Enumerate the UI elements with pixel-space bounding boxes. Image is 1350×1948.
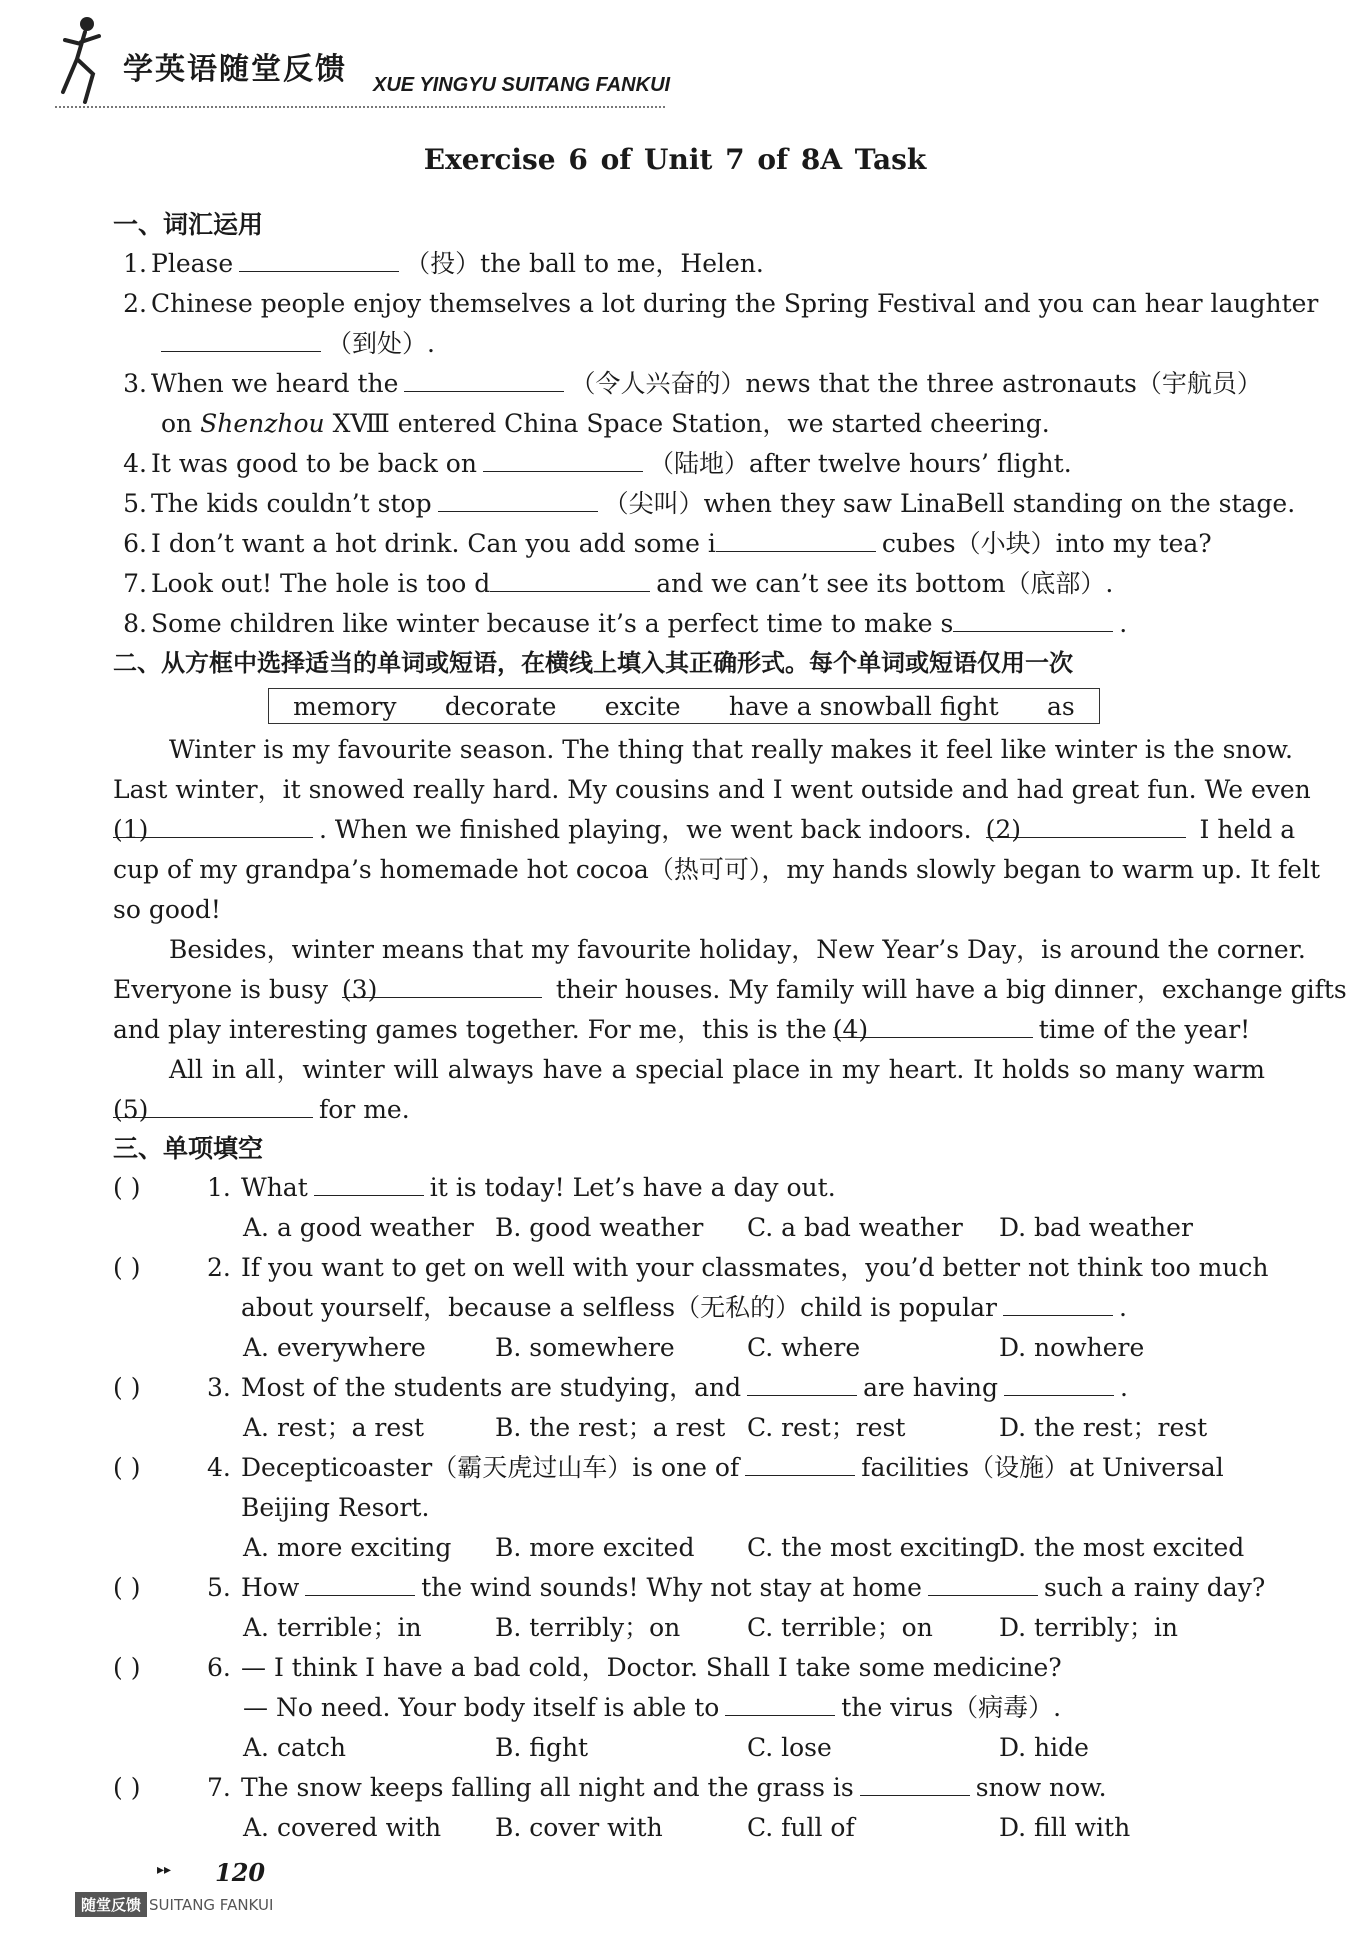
answer-blank[interactable] xyxy=(314,1168,424,1196)
word-bank-box xyxy=(268,688,1100,724)
answer-blank-4[interactable]: (4) xyxy=(833,1010,1033,1038)
answer-blank[interactable] xyxy=(716,524,876,552)
passage-line: (1) . When we finished playing，we went back indoors. (2) I held a xyxy=(113,810,1265,850)
passage-line: Everyone is busy (3) their houses. My family will have a big dinner，exchange gifts xyxy=(113,970,1265,1010)
answer-blank[interactable] xyxy=(953,604,1113,632)
option[interactable]: D. bad weather xyxy=(999,1213,1193,1242)
option[interactable]: D. terribly；in xyxy=(999,1613,1179,1642)
option[interactable]: C. a bad weather xyxy=(747,1213,963,1242)
answer-blank[interactable] xyxy=(860,1768,970,1796)
option[interactable]: D. nowhere xyxy=(999,1333,1145,1362)
vocab-q1: 1. Please （投）the ball to me，Helen. xyxy=(113,244,1265,284)
mc-q3-options xyxy=(113,1408,1265,1448)
section-1-heading: 一、词汇运用 xyxy=(113,210,264,239)
option[interactable]: A. terrible；in xyxy=(243,1613,422,1642)
vocab-q2-cont: （到处）. xyxy=(113,324,1265,364)
passage-line: Besides，winter means that my favourite holiday，New Year’s Day，is around the corner. xyxy=(169,935,1306,964)
vocab-q2: 2. Chinese people enjoy themselves a lot during the Spring Festival and you can hear laughter xyxy=(123,289,1319,318)
option[interactable]: A. more exciting xyxy=(243,1533,452,1562)
vocab-q3-cont: on Shenzhou XⅧ entered China Space Station，we started cheering. xyxy=(161,409,1050,438)
option[interactable]: B. fight xyxy=(495,1733,589,1762)
answer-blank[interactable] xyxy=(305,1568,415,1596)
mc-q7: ( ) 7. The snow keeps falling all night and the grass is snow now. xyxy=(113,1768,1265,1808)
option[interactable]: A. everywhere xyxy=(243,1333,426,1362)
passage-line: Winter is my favourite season. The thing that really makes it feel like winter is the snow. xyxy=(169,735,1293,764)
answer-blank[interactable] xyxy=(747,1368,857,1396)
mc-q6-cont: — No need. Your body itself is able to the virus（病毒）. xyxy=(113,1688,1265,1728)
page-number: 120 xyxy=(215,1858,266,1887)
answer-blank[interactable] xyxy=(239,244,399,272)
footer-brand-chinese: 随堂反馈 xyxy=(75,1892,147,1917)
word-bank-item: decorate xyxy=(444,691,557,721)
answer-blank-3[interactable]: (3) xyxy=(342,970,542,998)
mc-q2-cont: about yourself，because a selfless（无私的）child is popular . xyxy=(113,1288,1265,1328)
option[interactable]: C. lose xyxy=(747,1733,832,1762)
answer-bracket[interactable]: ( ) xyxy=(113,1773,141,1802)
passage-line: All in all，winter will always have a special place in my heart. It holds so many warm xyxy=(169,1055,1265,1084)
word-bank-item: excite xyxy=(604,691,681,721)
option[interactable]: A. rest；a rest xyxy=(243,1413,425,1442)
mc-q6-options xyxy=(113,1728,1265,1768)
page-footer xyxy=(75,1858,475,1918)
option[interactable]: C. the most exciting xyxy=(747,1533,1001,1562)
mc-q3: ( ) 3. Most of the students are studying，and are having . xyxy=(113,1368,1265,1408)
header-divider xyxy=(55,106,665,108)
mc-q4-options xyxy=(113,1528,1265,1568)
mc-q2-options xyxy=(113,1328,1265,1368)
vocab-q3: 3. When we heard the （令人兴奋的）news that the three astronauts（宇航员） xyxy=(113,364,1265,404)
option[interactable]: B. the rest；a rest xyxy=(495,1413,726,1442)
passage-line: so good! xyxy=(113,895,221,924)
word-bank-item: memory xyxy=(293,691,397,721)
word-bank-item: as xyxy=(1047,691,1075,721)
answer-blank[interactable] xyxy=(490,564,650,592)
vocab-q4: 4. It was good to be back on （陆地）after twelve hours’ flight. xyxy=(113,444,1265,484)
option[interactable]: B. somewhere xyxy=(495,1333,675,1362)
double-arrow-icon: ▸▸ xyxy=(157,1862,172,1878)
answer-bracket[interactable]: ( ) xyxy=(113,1253,141,1282)
answer-blank[interactable] xyxy=(1004,1368,1114,1396)
passage-line: cup of my grandpa’s homemade hot cocoa（热可可），my hands slowly began to warm up. It felt xyxy=(113,855,1321,884)
answer-blank-5[interactable]: (5) xyxy=(113,1090,313,1118)
answer-bracket[interactable]: ( ) xyxy=(113,1453,141,1482)
vocab-q8: 8. Some children like winter because it’s a perfect time to make s . xyxy=(113,604,1265,644)
mc-q5-options xyxy=(113,1608,1265,1648)
answer-blank[interactable] xyxy=(483,444,643,472)
footer-brand-english: SUITANG FANKUI xyxy=(149,1895,274,1914)
section-2-heading: 二、从方框中选择适当的单词或短语，在横线上填入其正确形式。每个单词或短语仅用一次 xyxy=(113,649,1073,677)
page-title: Exercise 6 of Unit 7 of 8A Task xyxy=(423,143,927,176)
answer-blank[interactable] xyxy=(725,1688,835,1716)
vocab-q5: 5. The kids couldn’t stop （尖叫）when they saw LinaBell standing on the stage. xyxy=(113,484,1265,524)
worksheet-body xyxy=(113,206,1347,1848)
answer-blank[interactable] xyxy=(1003,1288,1113,1316)
answer-blank-1[interactable]: (1) xyxy=(113,810,313,838)
mc-q5: ( ) 5. How the wind sounds! Why not stay at home such a rainy day? xyxy=(113,1568,1265,1608)
option[interactable]: D. the rest；rest xyxy=(999,1413,1208,1442)
vocab-q6: 6. I don’t want a hot drink. Can you add some i cubes（小块）into my tea? xyxy=(113,524,1265,564)
option[interactable]: A. catch xyxy=(243,1733,347,1762)
answer-blank-2[interactable]: (2) xyxy=(986,810,1186,838)
header-brand-chinese: 学英语随堂反馈 xyxy=(123,52,347,87)
section-3-heading: 三、单项填空 xyxy=(113,1134,264,1163)
answer-blank[interactable] xyxy=(438,484,598,512)
running-figure-logo-icon xyxy=(55,14,115,104)
word-bank-item: have a snowball fight xyxy=(728,691,999,721)
mc-q7-options xyxy=(113,1808,1265,1848)
option[interactable]: C. terrible；on xyxy=(747,1613,933,1642)
passage-line: (5) for me. xyxy=(113,1090,1265,1130)
answer-bracket[interactable]: ( ) xyxy=(113,1653,141,1682)
passage-line: Last winter，it snowed really hard. My cousins and I went outside and had great fun. We even xyxy=(113,775,1311,804)
footer-brand xyxy=(75,1892,273,1917)
mc-q1-options xyxy=(113,1208,1265,1248)
option[interactable]: B. terribly；on xyxy=(495,1613,681,1642)
vocab-q7: 7. Look out! The hole is too d and we can’t see its bottom（底部）. xyxy=(113,564,1265,604)
option[interactable]: B. cover with xyxy=(495,1813,663,1842)
option[interactable]: A. a good weather xyxy=(243,1213,474,1242)
answer-blank[interactable] xyxy=(404,364,564,392)
page-header xyxy=(55,14,675,110)
header-brand-english: XUE YINGYU SUITANG FANKUI xyxy=(373,74,671,96)
option[interactable]: A. covered with xyxy=(243,1813,442,1842)
mc-q1: ( ) 1. What it is today! Let’s have a day out. xyxy=(113,1168,1265,1208)
option[interactable]: C. rest；rest xyxy=(747,1413,906,1442)
option[interactable]: B. more excited xyxy=(495,1533,695,1562)
option[interactable]: D. the most excited xyxy=(999,1533,1245,1562)
option[interactable]: C. full of xyxy=(747,1813,855,1842)
answer-blank[interactable] xyxy=(161,324,321,352)
mc-q4: ( ) 4. Decepticoaster（霸天虎过山车）is one of facilities（设施）at Universal xyxy=(113,1448,1265,1488)
option[interactable]: B. good weather xyxy=(495,1213,704,1242)
mc-q2: ( ) 2. If you want to get on well with your classmates，you’d better not think too much xyxy=(113,1248,1265,1288)
mc-q6: ( ) 6. — I think I have a bad cold，Doctor. Shall I take some medicine? xyxy=(113,1648,1265,1688)
answer-blank[interactable] xyxy=(928,1568,1038,1596)
option[interactable]: D. hide xyxy=(999,1733,1089,1762)
option[interactable]: D. fill with xyxy=(999,1813,1131,1842)
option[interactable]: C. where xyxy=(747,1333,861,1362)
answer-bracket[interactable]: ( ) xyxy=(113,1373,141,1402)
passage-line: and play interesting games together. For me，this is the (4) time of the year! xyxy=(113,1010,1265,1050)
answer-bracket[interactable]: ( ) xyxy=(113,1173,141,1202)
answer-blank[interactable] xyxy=(745,1448,855,1476)
mc-q4-cont: Beijing Resort. xyxy=(241,1493,430,1522)
answer-bracket[interactable]: ( ) xyxy=(113,1573,141,1602)
